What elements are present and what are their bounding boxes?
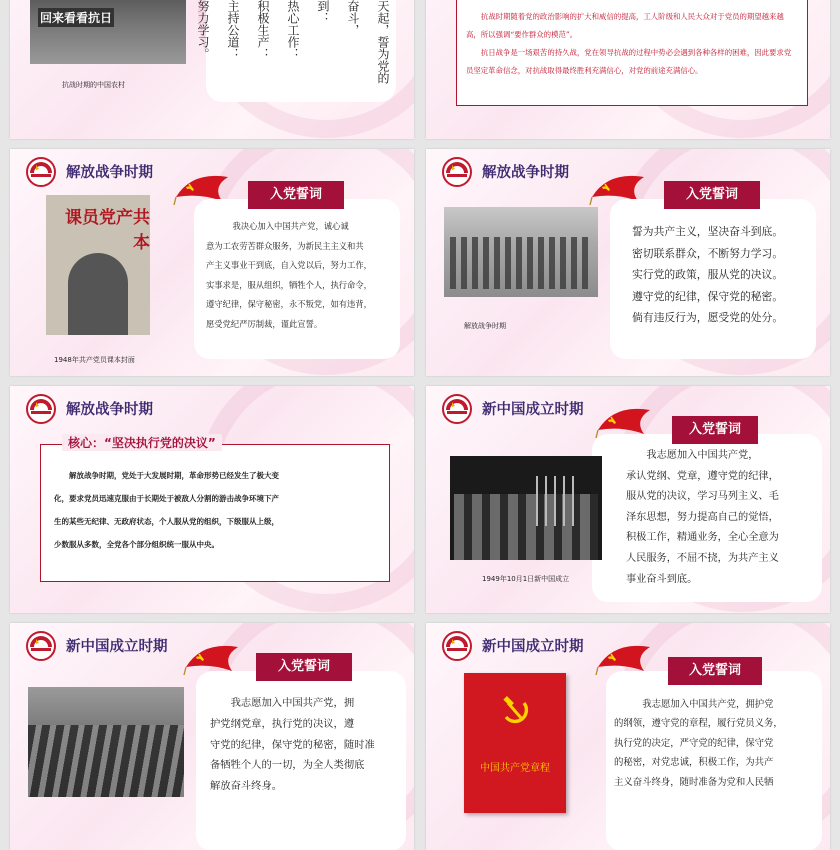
book-cover-title: 共产党员课本 (65, 208, 150, 253)
photo-caption: 1948年共产党员课本封面 (54, 356, 135, 364)
core-line: 解放战争时期，党处于大发展时期，革命形势已经发生了极大变 (69, 471, 279, 480)
vow-line: 我决心加入中国共产党，诚心诚 (232, 221, 349, 231)
vow-line: 执行党的决定，严守党的纪律，保守党 (614, 737, 774, 749)
vow-line: 解放奋斗终身。 (210, 780, 283, 793)
microphone-stands (536, 476, 576, 526)
vow-ribbon: 入党誓词 (668, 657, 762, 685)
vow-line: 誓为共产主义，坚决奋斗到底。 (632, 225, 784, 238)
party-emblem-icon (440, 631, 474, 661)
vow-line: 承认党纲、党章，遵守党的纪律， (626, 470, 779, 482)
crowd-photo (28, 687, 184, 797)
party-emblem-icon (24, 631, 58, 661)
red-text-block (466, 8, 798, 80)
troops-photo (444, 207, 598, 297)
vow-line: 倘有违反行为，愿受党的处分。 (632, 311, 784, 325)
vow-line: 积极工作，精通业务，全心全意为 (626, 532, 779, 544)
vow-line: 服从党的决议，学习马列主义、毛 (626, 491, 779, 503)
vow-text (210, 693, 404, 797)
vow-line: 我志愿加入中国共产党，拥 (230, 697, 355, 709)
slide-title: 解放战争时期 (482, 165, 569, 181)
vow-text (614, 695, 820, 792)
slide-7[interactable] (10, 623, 414, 850)
vow-line: 愿受党纪严厉制裁，谨此宣誓。 (206, 318, 323, 329)
vow-line: 的纲领，遵守党的章程，履行党员义务， (614, 718, 783, 730)
book-cover-figure (68, 253, 128, 335)
ceremony-figures (454, 494, 598, 560)
slide-title: 新中国成立时期 (66, 639, 168, 655)
vow-line: 泽东思想，努力提高自己的觉悟， (626, 511, 779, 523)
book-title: 中国共产党章程 (480, 763, 550, 774)
vow-line: 备牺牲个人的一切，为全人类彻底 (210, 759, 365, 772)
red-text-para-2: 抗日战争是一场艰苦的持久战，党在领导抗战的过程中势必会遇到各种各样的困难，因此要求党员坚定革命信念，对抗战取得最终胜利充满信心，对党的前途充满信心。 (466, 48, 792, 75)
vertical-text-area (196, 0, 391, 90)
red-flag-icon (594, 400, 652, 438)
core-text (54, 464, 384, 556)
vow-line: 守党的纪律，保守党的秘密，随时准 (210, 738, 375, 751)
vcol-5: 积极生产： (256, 0, 270, 60)
vow-text (206, 217, 396, 335)
vow-ribbon: 入党誓词 (672, 416, 758, 444)
vow-line: 事业奋斗到底。 (626, 573, 698, 585)
party-emblem-icon (24, 394, 58, 424)
slide-4[interactable] (426, 149, 830, 376)
vcol-1: 天起，誓为党的 (376, 0, 390, 84)
vow-line: 人民服务，不屈不挠，为共产主义 (626, 552, 779, 564)
core-line: 化，要求党员迅速克服由于长期处于被敌人分割的游击战争环境下产 (54, 494, 279, 503)
party-emblem-icon (440, 157, 474, 187)
founding-ceremony-photo (450, 456, 602, 560)
vow-ribbon: 入党誓词 (248, 181, 344, 209)
slide-title: 新中国成立时期 (482, 402, 584, 418)
vow-text (632, 221, 812, 329)
core-heading: 核心：“坚决执行党的决议” (62, 434, 222, 451)
slide-title: 新中国成立时期 (482, 639, 584, 655)
vow-line: 密切联系群众，不断努力学习。 (632, 246, 784, 260)
slide-8[interactable] (426, 623, 830, 850)
photo-caption: 解放战争时期 (464, 322, 506, 330)
vow-line: 主义奋斗终身，随时准备为党和人民牺 (614, 776, 774, 788)
red-flag-icon (182, 637, 240, 675)
party-emblem-icon (440, 394, 474, 424)
vow-line: 意为工农劳苦群众服务，为新民主主义和共 (206, 240, 364, 251)
vow-line: 的秘密，对党忠诚，积极工作，为共产 (614, 757, 774, 769)
slide-3[interactable] (10, 149, 414, 376)
vcol-6: 主持公道： (226, 0, 240, 60)
vow-line: 护党纲党章，执行党的决议，遵 (210, 717, 355, 730)
crowd-figures (28, 725, 184, 797)
core-line: 少数服从多数，全党各个部分组织统一服从中央。 (54, 540, 219, 549)
party-emblem-icon (24, 157, 58, 187)
slide-title: 解放战争时期 (66, 402, 153, 418)
book-cover-photo (46, 195, 150, 335)
village-photo (30, 0, 186, 64)
vcol-4: 热心工作： (286, 0, 300, 60)
troops-silhouette (450, 237, 592, 289)
slide-5[interactable] (10, 386, 414, 613)
vcol-7: 努力学习。 (196, 0, 210, 60)
red-flag-icon (594, 637, 652, 675)
vow-line: 遵守纪律，保守秘密，永不叛党，如有违背， (206, 299, 372, 310)
vow-line: 遵守党的纪律，保守党的秘密。 (632, 289, 784, 303)
party-constitution-book (464, 673, 566, 813)
slide-title: 解放战争时期 (66, 165, 153, 181)
slide-2[interactable] (426, 0, 830, 139)
slide-6[interactable] (426, 386, 830, 613)
core-line: 生的某些无纪律、无政府状态，个人服从党的组织，下级服从上级， (54, 517, 279, 526)
vow-line: 实事求是，服从组织，牺牲个人，执行命令， (206, 279, 372, 290)
hammer-sickle-icon (500, 695, 530, 725)
red-text-para-1: 抗战时期随着党的政治影响的扩大和威信的提高，工人阶级和人民大众对于党员的期望越来越高，所以强调“要作群众的模范”。 (466, 12, 784, 39)
vow-line: 我志愿加入中国共产党， (646, 450, 759, 461)
vow-ribbon: 入党誓词 (256, 653, 352, 681)
vow-text (626, 446, 820, 590)
vcol-3: 到： (316, 0, 330, 24)
vow-ribbon: 入党誓词 (664, 181, 760, 209)
photo-banner-text: 回来看看抗日 (38, 8, 114, 27)
photo-caption: 1949年10月1日新中国成立 (482, 575, 570, 583)
photo-caption: 抗战时期的中国农村 (62, 81, 125, 89)
vow-line: 我志愿加入中国共产党，拥护党 (642, 699, 774, 710)
slide-1[interactable] (10, 0, 414, 139)
vcol-2: 奋斗， (346, 0, 360, 36)
vow-line: 实行党的政策，服从党的决议。 (632, 268, 784, 282)
vow-line: 产主义事业干到底，自入党以后，努力工作， (206, 260, 372, 271)
